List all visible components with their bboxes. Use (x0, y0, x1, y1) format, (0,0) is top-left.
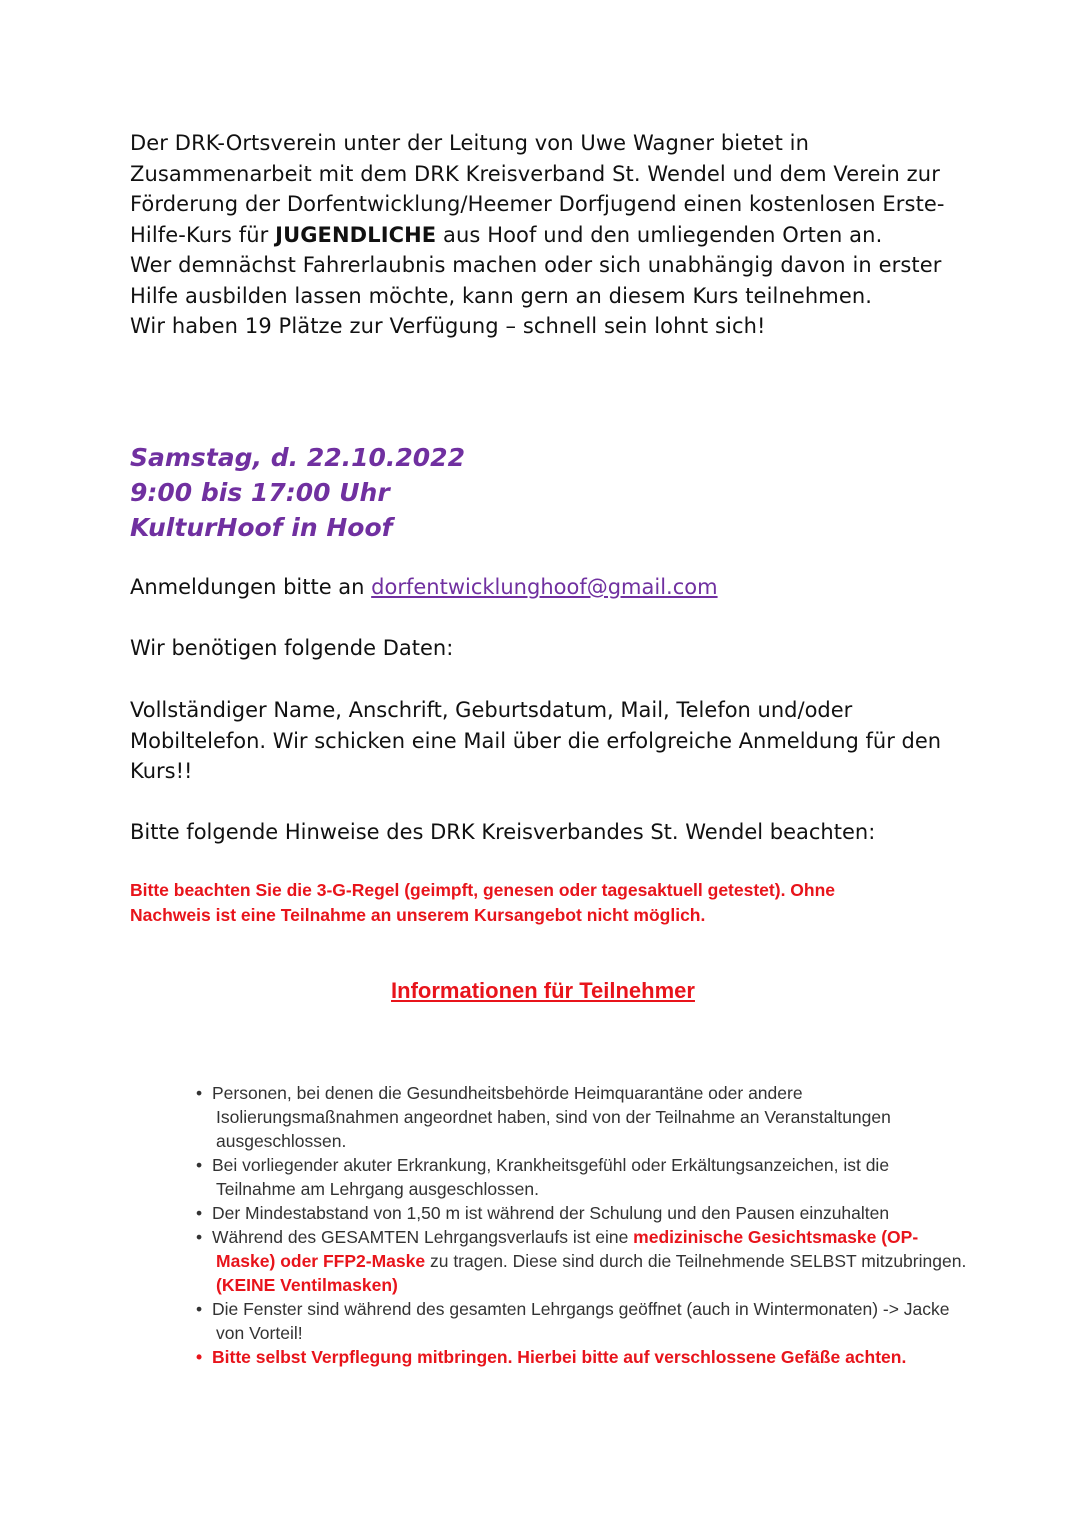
bullet-icon: • (196, 1347, 203, 1367)
3g-rule-warning: Bitte beachten Sie die 3-G-Regel (geimpft, genesen oder tagesaktuell getestet). Ohne Nachweis ist eine Teilnahme an unserem Kursangebot nicht möglich. (130, 880, 836, 925)
list-item: • Der Mindestabstand von 1,50 m ist während der Schulung und den Pausen einzuhalten (196, 1203, 890, 1223)
target-group-emphasis: JUGENDLICHE (275, 222, 437, 247)
registration-email-link[interactable]: dorfentwicklunghoof@gmail.com (371, 575, 718, 599)
data-request-details: Vollständiger Name, Anschrift, Geburtsdatum, Mail, Telefon und/oder Mobiltelefon. Wir schicken eine Mail über die erfolgreiche Anmeldung für den Kurs!! (130, 698, 942, 783)
event-location: KulturHoof in Hoof (130, 513, 393, 542)
intro-seats-paragraph: Wir haben 19 Plätze zur Verfügung – schnell sein lohnt sich! (130, 314, 766, 338)
mask-requirement-emphasis: medizinische Gesichtsmaske (OP-Maske) oder FFP2-Maske (216, 1227, 919, 1271)
bullet-icon: • (196, 1227, 203, 1247)
event-details (130, 440, 465, 545)
list-item: • Während des GESAMTEN Lehrgangsverlaufs ist eine medizinische Gesichtsmaske (OP-Maske) oder FFP2-Maske zu tragen. Diese sind durch die Teilnehmende SELBST mitzubringen. (KEINE Ventilmasken) (196, 1227, 967, 1295)
list-item: • Personen, bei denen die Gesundheitsbehörde Heimquarantäne oder andere Isolierungsmaßnahmen angeordnet haben, sind von der Teilnahme an Veranstaltungen ausgeschlossen. (196, 1083, 891, 1151)
bullet-icon: • (196, 1083, 203, 1103)
participant-info-list (180, 1081, 970, 1369)
registration-label: Anmeldungen bitte an (130, 575, 372, 599)
data-request-heading: Wir benötigen folgende Daten: (130, 636, 454, 660)
list-item: • Bitte selbst Verpflegung mitbringen. Hierbei bitte auf verschlossene Gefäße achten. (196, 1347, 907, 1367)
intro-section (130, 128, 990, 342)
notice-intro: Bitte folgende Hinweise des DRK Kreisverbandes St. Wendel beachten: (130, 820, 876, 844)
intro-paragraph: Der DRK-Ortsverein unter der Leitung von Uwe Wagner bietet in Zusammenarbeit mit dem DRK Kreisverband St. Wendel und dem Verein zur Förderung der Dorfentwicklung/Heemer Dorfjugend einen kostenlosen Erste-Hilfe-Kurs für JUGENDLICHE aus Hoof und den umliegenden Orten an. (130, 131, 945, 247)
info-heading: Informationen für Teilnehmer (391, 978, 695, 1003)
list-item: • Die Fenster sind während des gesamten Lehrgangs geöffnet (auch in Wintermonaten) -> Jacke von Vorteil! (196, 1299, 950, 1343)
event-time: 9:00 bis 17:00 Uhr (130, 478, 390, 507)
no-valve-mask-emphasis: KEINE Ventilmasken (221, 1275, 393, 1295)
bullet-icon: • (196, 1155, 203, 1175)
intro-license-paragraph: Wer demnächst Fahrerlaubnis machen oder sich unabhängig davon in erster Hilfe ausbilden lassen möchte, kann gern an diesem Kurs teilnehmen. (130, 253, 942, 308)
event-date: Samstag, d. 22.10.2022 (130, 443, 465, 472)
bullet-icon: • (196, 1203, 203, 1223)
list-item: • Bei vorliegender akuter Erkrankung, Krankheitsgefühl oder Erkältungsanzeichen, ist die Teilnahme am Lehrgang ausgeschlossen. (196, 1155, 890, 1199)
bullet-icon: • (196, 1299, 203, 1319)
registration-line (130, 572, 990, 603)
